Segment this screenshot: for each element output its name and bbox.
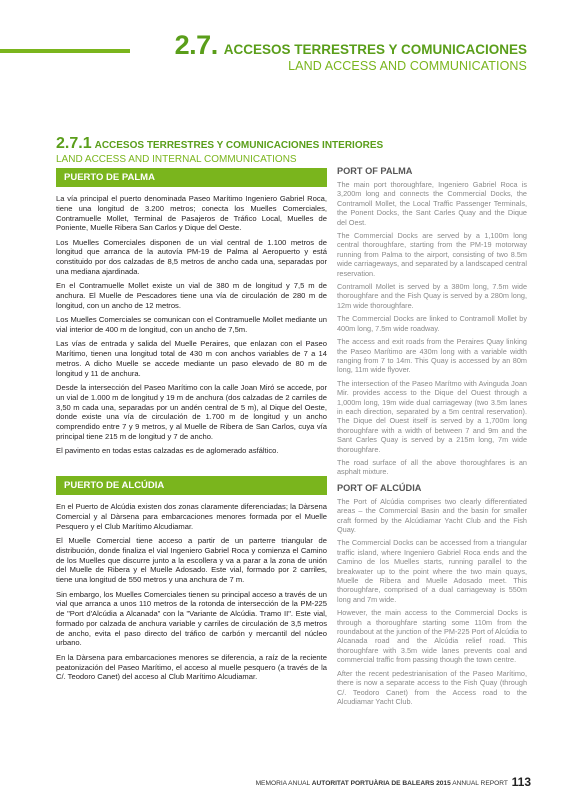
section-title-en: LAND ACCESS AND INTERNAL COMMUNICATIONS xyxy=(56,154,297,165)
footer-prefix: MEMORIA ANUAL xyxy=(255,780,310,787)
spanish-column xyxy=(56,168,327,687)
palma-heading-bar: PUERTO DE PALMA xyxy=(56,168,327,187)
page-number: 113 xyxy=(511,775,531,789)
section-number: 2.7.1 xyxy=(56,135,92,152)
chapter-title-en: LAND ACCESS AND COMMUNICATIONS xyxy=(288,59,527,73)
paragraph-es: En la Dàrsena para embarcaciones menores se diferencia, a raíz de la reciente peatonización del Paseo Marítimo, el acceso al muelle pesquero (a través de la C/. Teodoro Canet) del acceso al Club Marítimo Alcudiamar. xyxy=(56,652,327,682)
section-header xyxy=(56,135,526,165)
paragraph-es: Los Muelles Comerciales se comunican con el Contramuelle Mollet mediante un vial interior de 400 m de longitud, con un ancho de 7,5m. xyxy=(56,315,327,335)
paragraph-en: The Commercial Docks can be accessed from a triangular traffic island, where Ingeniero Gabriel Roca ends and the Camino de los Muelles starts, running parallel to the breakwater up to the point where the two main quays, Muelle de Ribera and Muelle Adosado meet. This thoroughfare, comprised of a dual carriageway is 550m long and 7m wide. xyxy=(337,538,527,604)
alcudia-heading-bar: PUERTO DE ALCÚDIA xyxy=(56,476,327,495)
alcudia-heading-en: PORT OF ALCÚDIA xyxy=(337,482,422,493)
paragraph-en: Contramoll Mollet is served by a 380m long, 7.5m wide thoroughfare and the Fish Quay is served by a 280m long, 12m wide thoroughfare. xyxy=(337,282,527,310)
footer-suffix: ANNUAL REPORT xyxy=(452,780,508,787)
paragraph-en: The Port of Alcúdia comprises two clearly differentiated areas – the Commercial Basin and the basin for smaller craft formed by the Alcúdiamar Yacht Club and the Fish Quay. xyxy=(337,496,527,534)
paragraph-es: En el Contramuelle Mollet existe un vial de 380 m de longitud y 7,5 m de anchura. El Muelle de Pescadores tiene una vía de circulación de 280 m de longitud, con un ancho de 12 metros. xyxy=(56,281,327,310)
palma-heading-en: PORT OF PALMA xyxy=(337,166,413,176)
paragraph-es: El pavimento en todas estas calzadas es de aglomerado asfáltico. xyxy=(56,446,279,456)
paragraph-es: El Muelle Comercial tiene acceso a partir de un parterre triangular de distribución, donde finaliza el vial Ingeniero Gabriel Roca y comienza el Camino de los Muelles que discurre junto a la escollera y va a parar a la zona de unión del Muelle de Ribera y el Muelle Adosado. Este vial, formado por 2 carriles, tiene una longitud de 550 metros y una anchura de 7 m. xyxy=(56,536,327,585)
paragraph-es: En el Puerto de Alcúdia existen dos zonas claramente diferenciadas; la Dàrsena Comercial y al Dàrsena para embarcaciones menores formada por el Muelle Pesquero y el Club Marítimo Alcudiamar. xyxy=(56,502,327,531)
paragraph-en: After the recent pedestrianisation of the Paseo Marítimo, there is now a separate access to the Fish Quay (through C/. Teodoro Canet) from the Access road to the Alcudiamar Yacht Club. xyxy=(337,668,527,706)
top-accent-rule xyxy=(0,49,130,53)
chapter-title-es: ACCESOS TERRESTRES Y COMUNICACIONES xyxy=(223,42,527,57)
paragraph-en: The main port thoroughfare, Ingeniero Gabriel Roca is 3,200m long and connects the Commercial Docks, the Contramoll Mollet, the Local Traffic Passenger Terminals, the Ponent Docks, the Sant Carles Quay and the Dique del Oest. xyxy=(337,180,527,227)
paragraph-es: Desde la intersección del Paseo Marítimo con la calle Joan Miró se accede, por un vial de 1.000 m de longitud y 19 m de anchura (dos calzadas de 2 carriles de 3,50 m cada una, separadas por un andén central de 5 m), al Dique del Oeste, donde existe una vía de circulación de 1.700 m de longitud y un ancho comprendido entre 7 y 9 metros, y al Muelle de Ribera de San Carlos, cuya vía principal tiene 215 m de longitud y 7 de ancho. xyxy=(56,383,327,442)
paragraph-es: La vía principal el puerto denominada Paseo Marítimo Ingeniero Gabriel Roca, tiene una longitud de 3.200 metros; conecta los Muelles Comerciales, Contramuelle Mollet, Terminal de Pasajeros de Tráfico Local, Muelles de Poniente, Muelle Ribera San Carlos y Dique del Oeste. xyxy=(56,194,327,233)
paragraph-en: The road surface of all the above thoroughfares is an asphalt mixture. xyxy=(337,457,527,477)
paragraph-en: The Commercial Docks are served by a 1,100m long central thoroughfare, starting from the PM-19 motorway running from Palma to the airport, consisting of two 8.5m wide carriageways, and separated by a landscaped central reservation. xyxy=(337,231,527,278)
section-title-es: ACCESOS TERRESTRES Y COMUNICACIONES INTERIORES xyxy=(94,140,384,151)
paragraph-es: Las vías de entrada y salida del Muelle Peraires, que enlazan con el Paseo Marítimo, tienen una longitud total de 430 m con anchos variables de 7 a 14 metros. A dicho Muelle se accede mediante un paso elevado de 80 m de longitud y 11 de anchura. xyxy=(56,339,327,378)
footer-organization: AUTORITAT PORTUÀRIA DE BALEARS 2015 xyxy=(311,780,451,787)
paragraph-es: Sin embargo, los Muelles Comerciales tienen su principal acceso a través de un vial que arranca a unos 110 metros de la rotonda de intersección de la PM-225 de "Port d'Alcúdia a Alcanada" con la "Variante de Alcúdia. Tramo II". Este vial, formado por calzada de anchura variable y carriles de circulación de 3,5 metros de ancho, evita el paso directo del tráfico de carbón y mercantil del núcleo urbano. xyxy=(56,589,327,648)
page-footer xyxy=(256,775,531,789)
english-column xyxy=(337,166,527,710)
paragraph-en: The access and exit roads from the Peraires Quay linking the Paseo Marítimo are 430m long with a variable width ranging from 7 to 14m. This Quay is accessed by an 80m long, 11m wide flyover. xyxy=(337,337,527,375)
paragraph-en: The Commercial Docks are linked to Contramoll Mollet by 400m long, 7.5m wide roadway. xyxy=(337,314,527,333)
chapter-number: 2.7. xyxy=(174,30,218,60)
chapter-header xyxy=(175,30,527,73)
paragraph-es: Los Muelles Comerciales disponen de un vial central de 1.100 metros de longitud que arranca de la autovía PM-19 de Palma al Aeropuerto y está constituido por dos calzadas de 8,5 metros de ancho cada una, separadas por una mediana ajardinada. xyxy=(56,237,327,277)
paragraph-en: However, the main access to the Commercial Docks is through a thoroughfare starting some 110m from the roundabout at the junction of the PM-225 Port of Alcúdia to Alcanada road and the Alcúdia relief road. This thoroughfare with 3.5m wide lanes prevents coal and commercial traffic from passing though the town centre. xyxy=(337,608,527,665)
chapter-title xyxy=(175,30,527,61)
section-title xyxy=(56,135,526,153)
paragraph-en: The intersection of the Paseo Marítmo with Avinguda Joan Mir. provides access to the Dique del Ouest through a 1,000m long, 19m wide dual carriageway (two 3.5m lanes in each direction, separated by a 5m central reservation). The Dique del Ouest itself is served by a 1,700m long thoroughfare with a width of between 7 and 9m and the Sant Carles Quay is served by a 215m long, 7m wide thoroughfare. xyxy=(337,378,527,454)
